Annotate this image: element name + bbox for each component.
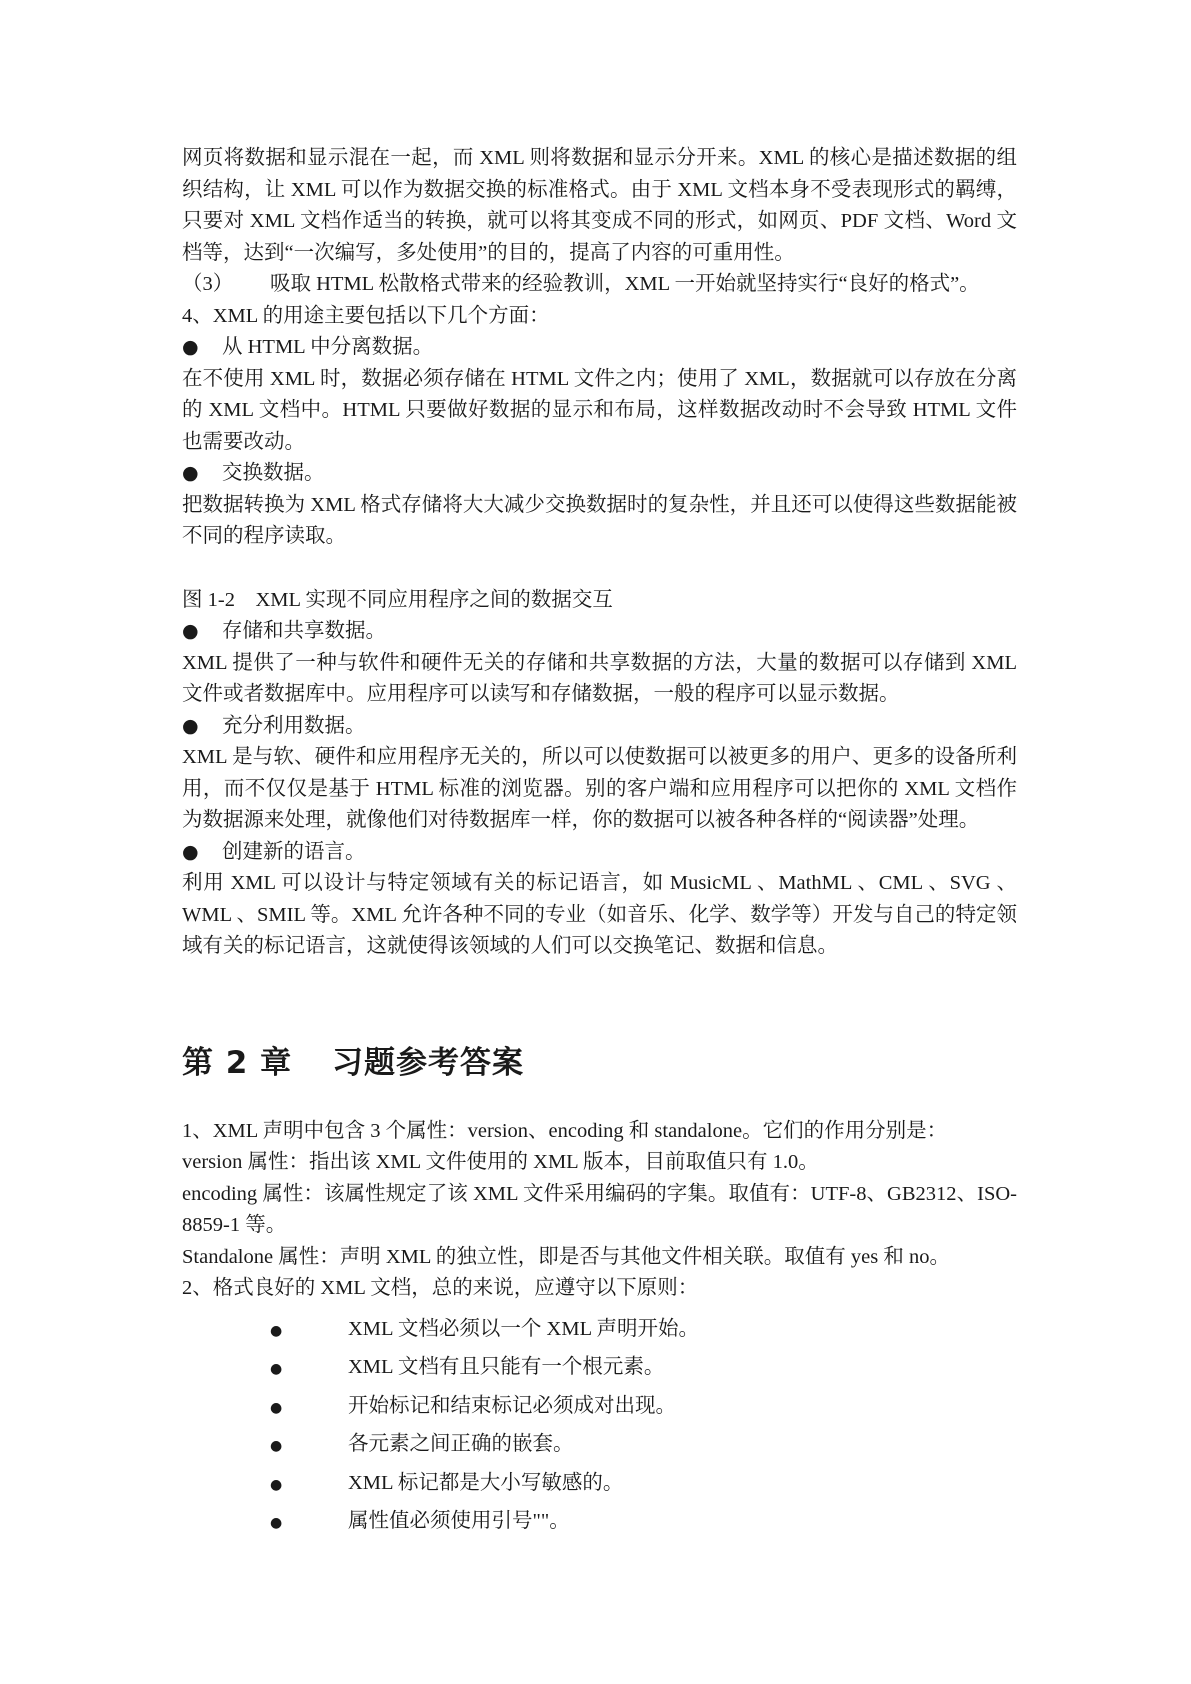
intro-paragraph: 网页将数据和显示混在一起，而 XML 则将数据和显示分开来。XML 的核心是描述数据的组织结构，让 XML 可以作为数据交换的标准格式。由于 XML 文档本身不受表现形式的羁缚，只要对 XML 文档作适当的转换，就可以将其变成不同的形式，如网页、PDF 文档、Word 文档等，达到“一次编写，多处使用”的目的，提高了内容的可重用性。 <box>182 147 1017 264</box>
bullet-icon: ● <box>182 462 199 484</box>
figure-caption: 图 1-2 XML 实现不同应用程序之间的数据交互 <box>182 588 613 611</box>
bullet-icon: ● <box>270 1476 283 1493</box>
bullet-icon: ● <box>182 620 199 642</box>
use-item-title <box>182 837 1017 869</box>
answer-2: 2、格式良好的 XML 文档，总的来说，应遵守以下原则： <box>182 1277 699 1299</box>
point-3-paragraph <box>182 269 1017 301</box>
use-item-title-text: 充分利用数据。 <box>222 714 366 737</box>
list-item: ● 各元素之间正确的嵌套。 <box>182 1426 1017 1465</box>
uses-heading: 4、XML 的用途主要包括以下几个方面： <box>182 304 550 327</box>
bullet-icon: ● <box>270 1361 283 1377</box>
use-item-title <box>182 616 1017 648</box>
bullet-icon: ● <box>182 714 199 737</box>
use-item-body: 在不使用 XML 时，数据必须存储在 HTML 文件之内；使用了 XML，数据就可以存放在分离的 XML 文档中。HTML 只要做好数据的显示和布局，这样数据改动时不会导致 HTML 文件也需要改动。 <box>182 367 1017 453</box>
list-item: ● XML 文档必须以一个 XML 声明开始。 <box>182 1311 1017 1350</box>
version-attribute: version 属性：指出该 XML 文件使用的 XML 版本，目前取值只有 1.0。 <box>182 1151 819 1173</box>
use-item-title <box>182 711 1017 743</box>
use-item-title <box>182 332 1017 364</box>
document-page <box>182 143 1017 1542</box>
use-item-body: XML 是与软、硬件和应用程序无关的，所以可以使数据可以被更多的用户、更多的设备所利用，而不仅仅是基于 HTML 标准的浏览器。别的客户端和应用程序可以把你的 XML 文档作为数据源来处理，就像他们对待数据库一样，你的数据可以被各种各样的“阅读器”处理。 <box>182 746 1017 831</box>
chapter-heading <box>182 1043 1017 1083</box>
encoding-attribute: encoding 属性：该属性规定了该 XML 文件采用编码的字集。取值有：UTF-8、GB2312、ISO-8859-1 等。 <box>182 1182 1017 1236</box>
use-item-body: XML 提供了一种与软件和硬件无关的存储和共享数据的方法，大量的数据可以存储到 XML 文件或者数据库中。应用程序可以读写和存储数据，一般的程序可以显示数据。 <box>182 651 1017 705</box>
use-item-title <box>182 458 1017 490</box>
bullet-icon: ● <box>270 1515 283 1531</box>
point-3-text: 吸取 HTML 松散格式带来的经验教训，XML 一开始就坚持实行“良好的格式”。 <box>270 273 980 295</box>
chapter-title: 习题参考答案 <box>332 1044 524 1081</box>
bullet-icon: ● <box>182 840 199 863</box>
list-item: ● 开始标记和结束标记必须成对出现。 <box>182 1388 1017 1427</box>
answer-1: 1、XML 声明中包含 3 个属性：version、encoding 和 standalone。它们的作用分别是： <box>182 1119 948 1142</box>
use-item-body: 利用 XML 可以设计与特定领域有关的标记语言，如 MusicML 、MathML 、CML 、SVG 、WML 、SMIL 等。XML 允许各种不同的专业（如音乐、化学、数学等）开发与自己的特定领域有关的标记语言，这就使得该领域的人们可以交换笔记、数据和信息。 <box>182 872 1017 957</box>
use-item-body: 把数据转换为 XML 格式存储将大大减少交换数据时的复杂性，并且还可以使得这些数据能被不同的程序读取。 <box>182 493 1017 547</box>
use-item-title-text: 存储和共享数据。 <box>222 620 386 642</box>
bullet-icon: ● <box>270 1322 283 1339</box>
bullet-icon: ● <box>270 1399 283 1416</box>
bullet-icon: ● <box>270 1438 283 1454</box>
use-item-title-text: 创建新的语言。 <box>222 840 366 863</box>
use-item-title-text: 从 HTML 中分离数据。 <box>222 336 434 358</box>
point-3-label: （3） <box>182 273 234 295</box>
list-item: ● XML 标记都是大小写敏感的。 <box>182 1465 1017 1504</box>
use-item-title-text: 交换数据。 <box>222 462 325 484</box>
standalone-attribute: Standalone 属性：声明 XML 的独立性，即是否与其他文件相关联。取值有 yes 和 no。 <box>182 1245 950 1268</box>
rules-list <box>182 1311 1017 1542</box>
chapter-number: 第 2 章 <box>182 1044 293 1081</box>
bullet-icon: ● <box>182 336 199 358</box>
list-item: ● 属性值必须使用引号""。 <box>182 1503 1017 1542</box>
list-item: ● XML 文档有且只能有一个根元素。 <box>182 1349 1017 1388</box>
